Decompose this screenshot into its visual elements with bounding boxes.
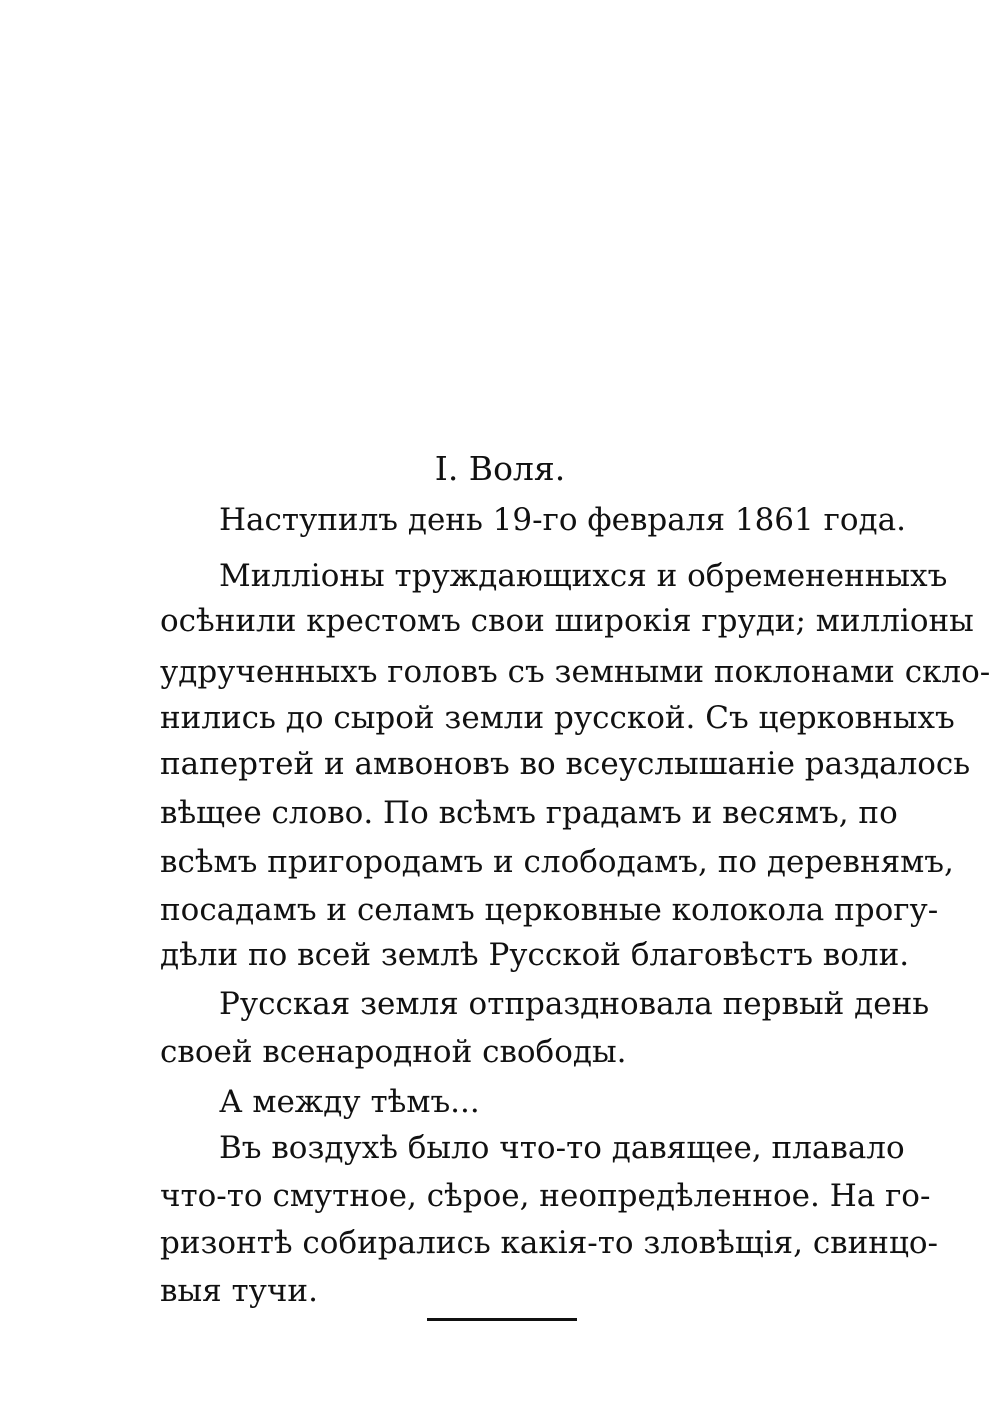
text-line: Въ воздухѣ было что-то давящее, плавало xyxy=(219,1130,905,1166)
text-line: посадамъ и селамъ церковные колокола прогу- xyxy=(160,892,939,928)
text-line: своей всенародной свободы. xyxy=(160,1034,627,1070)
chapter-heading: I. Воля. xyxy=(434,449,566,488)
text-line: Миллiоны труждающихся и обремененныхъ xyxy=(219,558,948,594)
section-end-rule xyxy=(427,1318,577,1321)
text-line: вѣщее слово. По всѣмъ градамъ и весямъ, по xyxy=(160,795,898,831)
text-line: что-то смутное, сѣрое, неопредѣленное. На го- xyxy=(160,1178,931,1214)
text-line: папертей и амвоновъ во всеуслышанiе раздалось xyxy=(160,746,971,782)
text-line: Русская земля отпраздновала первый день xyxy=(219,986,930,1022)
text-line: Наступилъ день 19-го февраля 1861 года. xyxy=(219,502,906,538)
text-line: удрученныхъ головъ съ земными поклонами скло- xyxy=(160,654,991,690)
text-line: всѣмъ пригородамъ и слободамъ, по деревнямъ, xyxy=(160,844,954,880)
text-line: нились до сырой земли русской. Съ церковныхъ xyxy=(160,700,955,736)
text-line: выя тучи. xyxy=(160,1273,318,1309)
text-line: ризонтѣ собирались какiя-то зловѣщiя, свинцо- xyxy=(160,1225,939,1261)
text-line: А между тѣмъ... xyxy=(219,1084,480,1120)
text-line: дѣли по всей землѣ Русской благовѣстъ воли. xyxy=(160,937,910,973)
text-line: осѣнили крестомъ свои широкiя груди; миллiоны xyxy=(160,603,974,639)
